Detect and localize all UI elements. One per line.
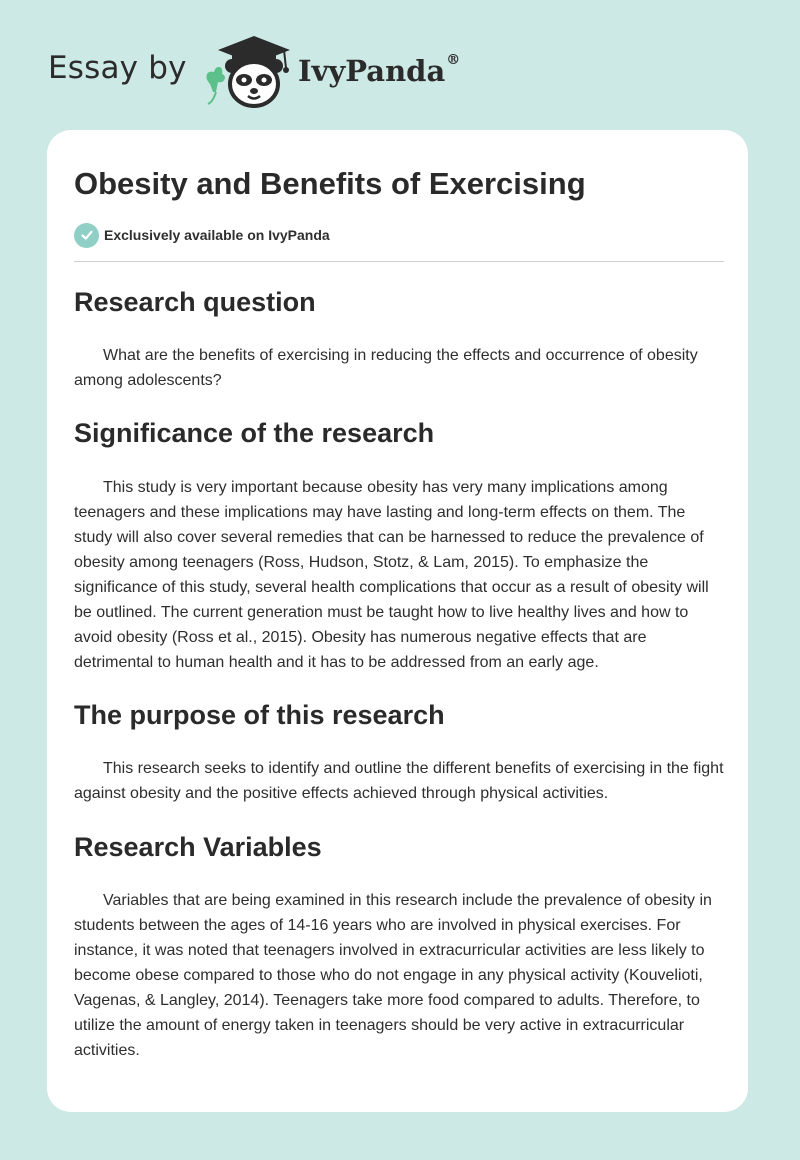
check-icon — [74, 223, 99, 248]
section-paragraph-purpose: This research seeks to identify and outline the different benefits of exercising in the fight against obesity and the positive effects achieved through physical activities. — [74, 760, 724, 802]
section-heading-purpose: The purpose of this research — [74, 700, 445, 730]
page-title: Obesity and Benefits of Exercising — [74, 166, 586, 201]
section-paragraph-research-question: What are the benefits of exercising in reducing the effects and occurrence of obesity among adolescents? — [74, 347, 698, 389]
essay-by-label: Essay by — [48, 50, 187, 86]
exclusive-badge — [74, 222, 330, 248]
section-paragraph-variables: Variables that are being examined in this research include the prevalence of obesity in students between the ages of 14-16 years who are involved in physical exercises. For instance, it was noted that teenagers involved in extracurricular activities are less likely to become obese compared to those who do not engage in any physical activity (Kouvelioti, Vagenas, & Langley, 2014). Teenagers take more food compared to adults. Therefore, to utilize the amount of energy taken in teenagers should be very active in extracurricular activities. — [74, 892, 712, 1059]
site-header — [48, 30, 528, 110]
section-heading-significance: Significance of the research — [74, 418, 435, 448]
title-divider — [74, 261, 724, 262]
exclusive-label: Exclusively available on IvyPanda — [104, 227, 330, 243]
panda-logo-icon[interactable] — [202, 34, 294, 110]
essay-body — [74, 286, 724, 1063]
section-heading-variables: Research Variables — [74, 832, 322, 862]
essay-card — [47, 130, 748, 1112]
section-paragraph-significance: This study is very important because obesity has very many implications among teenagers and these implications may have lasting and long-term effects on them. The study will also cover several remedies that can be harnessed to reduce the prevalence of obesity among teenagers (Ross, Hudson, Stotz, & Lam, 2015). To emphasize the significance of this study, several health complications that occur as a result of obesity will be outlined. The current generation must be taught how to live healthy lives and how to avoid obesity (Ross et al., 2015). Obesity has numerous negative effects that are detrimental to human health and it has to be addressed from an early age. — [74, 479, 709, 671]
section-heading-research-question: Research question — [74, 287, 316, 317]
brand-name[interactable]: IvyPanda® — [298, 52, 461, 88]
